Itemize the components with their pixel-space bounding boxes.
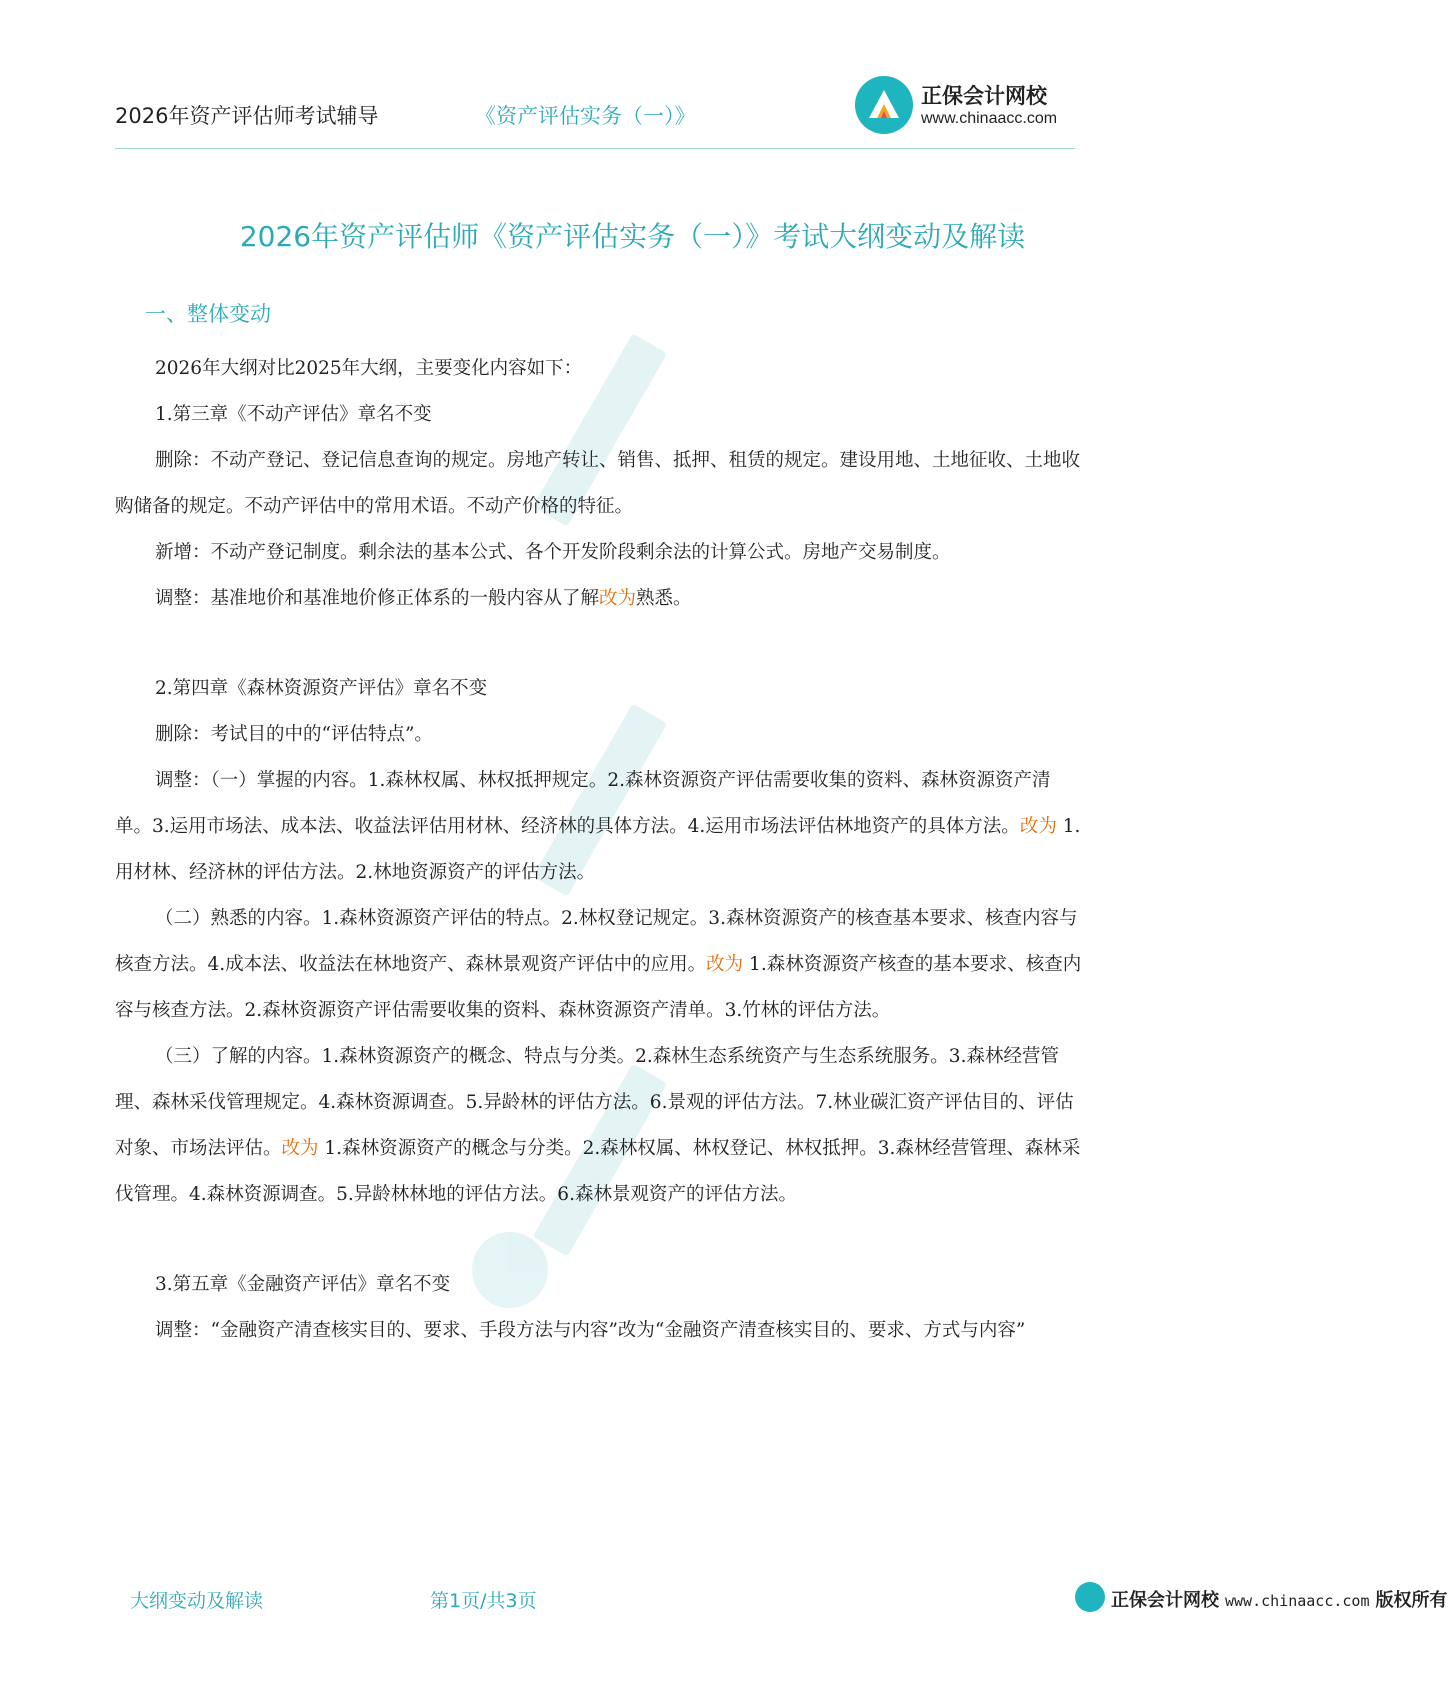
footer-brand-name: 正保会计网校: [1111, 1590, 1219, 1611]
chapter4-delete: 删除：考试目的中的“评估特点”。: [155, 724, 433, 745]
section-heading: 一、整体变动: [145, 302, 271, 326]
logo-url: www.chinaacc.com: [921, 110, 1058, 127]
document-title: 2026年资产评估师《资产评估实务（一）》考试大纲变动及解读: [239, 220, 1026, 253]
document-body: [115, 298, 1085, 1354]
highlight-change: 改为: [706, 954, 744, 975]
chapter4-title: 2.第四章《森林资源资产评估》章名不变: [155, 678, 488, 699]
logo-icon: [855, 76, 913, 134]
chapter5-title: 3.第五章《金融资产评估》章名不变: [155, 1274, 451, 1295]
footer-logo-icon: [1075, 1582, 1105, 1612]
page-header: [115, 70, 1075, 149]
brand-logo[interactable]: [855, 74, 1075, 136]
chapter3-add: 新增：不动产登记制度。剩余法的基本公式、各个开发阶段剩余法的计算公式。房地产交易制度。: [155, 542, 951, 563]
footer-url[interactable]: www.chinaacc.com: [1225, 1592, 1370, 1610]
highlight-change: 改为: [281, 1138, 319, 1159]
footer-doc-name: 大纲变动及解读: [130, 1590, 264, 1612]
intro-paragraph: 2026年大纲对比2025年大纲，主要变化内容如下：: [155, 358, 583, 379]
page-footer: [115, 1580, 1448, 1620]
chapter4-adjust-understand: （三）了解的内容。1.森林资源资产的概念、特点与分类。2.森林生态系统资产与生态系统服务。3.森林经营管理、森林采伐管理规定。4.森林资源调查。5.异龄林的评估方法。6.景观的评估方法。7.林业碳汇资产评估目的、评估对象、市场法评估。改为 1.森林资源资产的概念与分类。2.森林权属、林权登记、林权抵押。3.森林经营管理、森林采伐管理。4.森林资源调查。5.异龄林林地的评估方法。6.森林景观资产的评估方法。: [115, 1046, 1081, 1205]
highlight-change: 改为: [599, 588, 637, 609]
chapter4-adjust-master: 调整：（一）掌握的内容。1.森林权属、林权抵押规定。2.森林资源资产评估需要收集的资料、森林资源资产清单。3.运用市场法、成本法、收益法评估用材林、经济林的具体方法。4.运用市场法评估林地资产的具体方法。改为 1.用材林、经济林的评估方法。2.林地资源资产的评估方法。: [115, 770, 1081, 883]
chapter4-adjust-familiar: （二）熟悉的内容。1.森林资源资产评估的特点。2.林权登记规定。3.森林资源资产的核查基本要求、核查内容与核查方法。4.成本法、收益法在林地资产、森林景观资产评估中的应用。改为 1.森林资源资产核查的基本要求、核查内容与核查方法。2.森林资源资产评估需要收集的资料、森林资源资产清单。3.竹林的评估方法。: [115, 908, 1082, 1021]
highlight-change: 改为: [1019, 816, 1057, 837]
chapter3-title: 1.第三章《不动产评估》章名不变: [155, 404, 432, 425]
logo-name: 正保会计网校: [921, 84, 1047, 108]
chapter3-adjust: 调整：基准地价和基准地价修正体系的一般内容从了解改为熟悉。: [155, 588, 692, 609]
page-number: 第1页/共3页: [430, 1590, 537, 1612]
footer-rights: 版权所有: [1375, 1590, 1448, 1611]
chapter5-adjust: 调整：“金融资产清查核实目的、要求、手段方法与内容”改为“金融资产清查核实目的、要求、方式与内容”: [155, 1320, 1026, 1341]
book-title: 《资产评估实务（一）》: [475, 104, 696, 128]
chapter3-delete: 删除：不动产登记、登记信息查询的规定。房地产转让、销售、抵押、租赁的规定。建设用地、土地征收、土地收购储备的规定。不动产评估中的常用术语。不动产价格的特征。: [115, 450, 1081, 517]
exam-title: 2026年资产评估师考试辅导: [115, 104, 379, 128]
